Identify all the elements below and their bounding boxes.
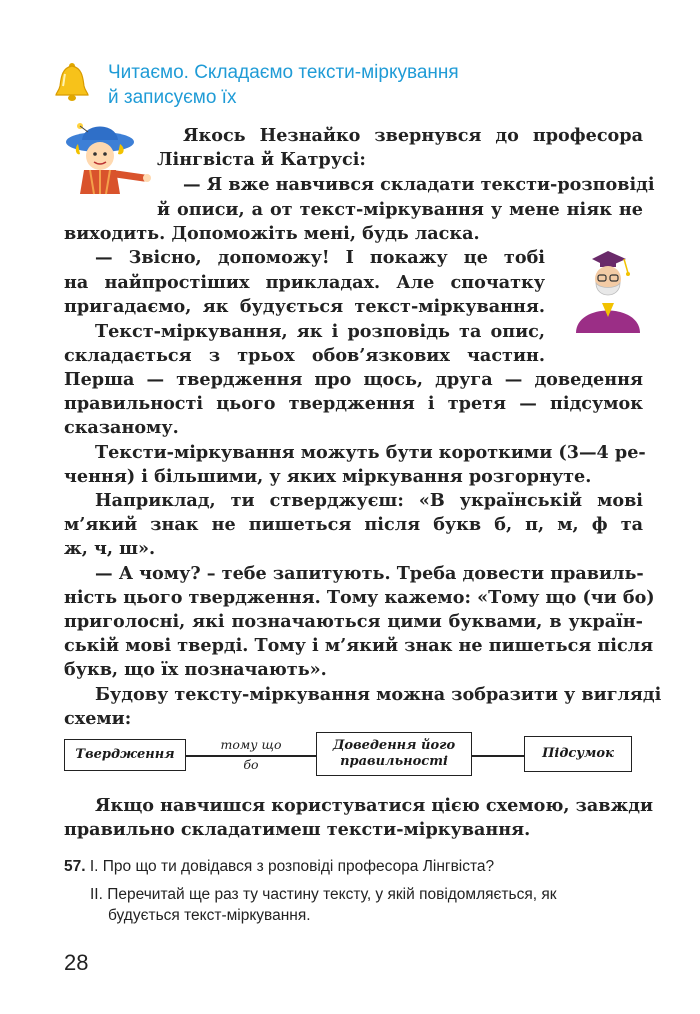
scheme-connector-bottom-label: бо <box>243 757 259 772</box>
text-line: ж, ч, ш». <box>64 538 156 559</box>
text-line: м’який знак не пишеться після букв б, п, м, ф та <box>64 514 643 535</box>
scheme-box-proof-line-2: правильності <box>340 754 448 769</box>
scheme-connector-top-label: тому що <box>220 737 282 752</box>
heading-line-2: й записуємо їх <box>108 87 237 108</box>
scheme-connector-line <box>472 755 524 757</box>
text-line: Будову тексту-міркування можна зобразити у вигляді <box>95 684 662 705</box>
text-line: Якщо навчишся користуватися цією схемою, завжди <box>95 795 654 816</box>
text-line: Лінгвіста й Катрусі: <box>157 149 366 170</box>
text-line: — Звісно, допоможу! І покажу це тобі <box>95 247 545 268</box>
scheme-box-conclusion: Підсумок <box>524 736 632 772</box>
text-line: виходить. Допоможіть мені, будь ласка. <box>64 223 480 244</box>
text-line: сказаному. <box>64 417 179 438</box>
text-line: Тексти-міркування можуть бути короткими (3—4 ре- <box>95 442 646 463</box>
text-line: Текст-міркування, як і розповідь та опис, <box>95 321 545 342</box>
text-line: Якось Незнайко звернувся до професора <box>183 125 643 146</box>
text-reasoning-scheme <box>62 730 634 780</box>
text-line: пригадаємо, як будується текст-міркування. <box>64 296 545 317</box>
exercise-number: 57. <box>64 858 86 875</box>
scheme-box-proof-line-1: Доведення його <box>332 738 456 753</box>
exercise-question-2-line-1: ІІ. Перечитай ще раз ту частину тексту, у якій повідомляється, як <box>90 886 557 903</box>
text-line: — Я вже навчився складати тексти-розповіді <box>183 174 655 195</box>
exercise-question-2-line-2: будується текст-міркування. <box>108 907 311 924</box>
text-line: чення) і більшими, у яких міркування розгорнуте. <box>64 466 592 487</box>
text-line: — А чому? – тебе запитують. Треба довести правиль- <box>95 563 644 584</box>
exercise-question-1 <box>64 856 494 877</box>
exercise-q1-text: І. Про що ти довідався з розповіді професора Лінгвіста? <box>89 858 495 875</box>
text-line: Наприклад, ти стверджуєш: «В українській мові <box>95 490 643 511</box>
neznaiko-illustration <box>60 118 156 198</box>
section-heading <box>108 60 668 110</box>
heading-line-1: Читаємо. Складаємо тексти-міркування <box>108 62 459 83</box>
text-line: ській мові тверді. Тому і м’який знак не пишеться після <box>64 635 654 656</box>
page-number: 28 <box>64 950 89 975</box>
text-line: складається з трьох обов’язкових частин. <box>64 345 545 366</box>
text-line: Перша — твердження про щось, друга — доведення <box>64 369 643 390</box>
text-line: приголосні, які позначаються цими буквами, в україн- <box>64 611 643 632</box>
text-line: ність цього твердження. Тому кажемо: «Тому що (чи бо) <box>64 587 655 608</box>
text-line: на найпростіших прикладах. Але спочатку <box>64 272 545 293</box>
professor-illustration <box>562 245 654 337</box>
text-line: й описи, а от текст-міркування у мене ніяк не <box>157 199 643 220</box>
text-line: схеми: <box>64 708 132 729</box>
text-line: правильно складатимеш тексти-міркування. <box>64 819 531 840</box>
bell-icon <box>52 60 92 102</box>
text-line: правильності цього твердження і третя — підсумок <box>64 393 643 414</box>
scheme-box-statement: Твердження <box>64 739 186 771</box>
text-line: букв, що їх позначають». <box>64 659 327 680</box>
scheme-box-proof <box>316 732 472 776</box>
